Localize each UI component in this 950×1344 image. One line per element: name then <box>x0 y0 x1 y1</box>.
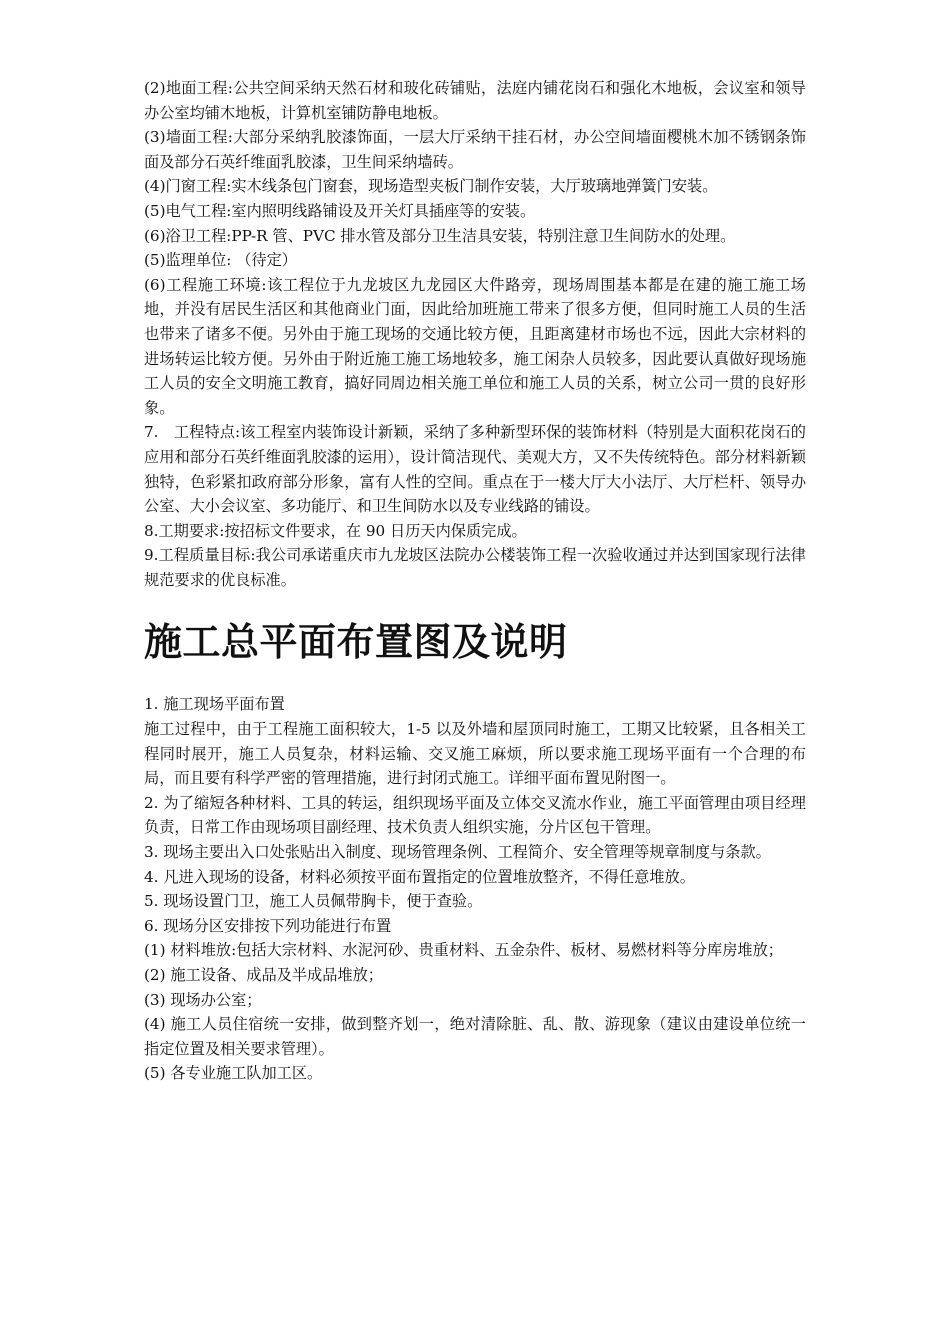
paragraph-quality-target: 9.工程质量目标:我公司承诺重庆市九龙坡区法院办公楼装饰工程一次验收通过并达到国家现行法律规范要求的优良标准。 <box>144 546 806 589</box>
paragraph-project-features: 7. 工程特点:该工程室内装饰设计新颖，采纳了多种新型环保的装饰材料（特别是大面积花岗石的应用和部分石英纤维面乳胶漆的运用），设计简洁现代、美观大方，又不失传统特色。部分材料新颖独特，色彩紧扣政府部分形象，富有人性的空间。重点在于一楼大厅大小法厅、大厅栏杆、领导办公室、大小会议室、多功能厅、和卫生间防水以及专业线路的铺设。 <box>144 423 806 516</box>
paragraph-equipment-stacking: 4. 凡进入现场的设备，材料必须按平面布置指定的位置堆放整齐，不得任意堆放。 <box>144 867 695 886</box>
list-item-site-office: (3) 现场办公室； <box>144 990 262 1009</box>
section-heading: 施工总平面布置图及说明 <box>144 620 568 665</box>
paragraph-electrical-works: (5)电气工程:室内照明线路铺设及开关灯具插座等的安装。 <box>144 201 536 220</box>
paragraph-gatekeeper: 5. 现场设置门卫，施工人员佩带胸卡，便于查验。 <box>144 892 483 911</box>
paragraph-layout-title: 1. 施工现场平面布置 <box>144 695 285 714</box>
paragraph-sanitary-works: (6)浴卫工程:PP-R 管、PVC 排水管及部分卫生洁具安装，特别注意卫生间防水的处理。 <box>144 226 736 245</box>
paragraph-layout-management: 2. 为了缩短各种材料、工具的转运，组织现场平面及立体交叉流水作业，施工平面管理由项目经理负责，日常工作由现场项目副经理、技术负责人组织实施，分片区包干管理。 <box>144 793 806 837</box>
paragraph-floor-works: (2)地面工程:公共空间采纳天然石材和玻化砖铺贴，法庭内铺花岗石和强化木地板，会议室和领导办公室均铺木地板，计算机室铺防静电地板。 <box>144 79 806 122</box>
list-item-equipment-storage: (2) 施工设备、成品及半成品堆放； <box>144 966 383 984</box>
list-item-worker-accommodation: (4) 施工人员住宿统一安排，做到整齐划一，绝对清除脏、乱、散、游现象（建议由建设单位统一指定位置及相关要求管理）。 <box>144 1015 806 1058</box>
paragraph-wall-works: (3)墙面工程:大部分采纳乳胶漆饰面，一层大厅采纳干挂石材，办公空间墙面樱桃木加不锈钢条饰面及部分石英纤维面乳胶漆，卫生间采纳墙砖。 <box>144 128 806 171</box>
section-site-layout <box>144 692 806 1086</box>
paragraph-door-window-works: (4)门窗工程:实木线条包门窗套，现场造型夹板门制作安装，大厅玻璃地弹簧门安装。 <box>144 177 718 196</box>
list-item-processing-area: (5) 各专业施工队加工区。 <box>144 1064 323 1083</box>
paragraph-supervision-unit: (5)监理单位: （待定） <box>144 251 297 270</box>
section-project-overview <box>144 76 806 592</box>
list-item-material-storage: (1) 材料堆放:包括大宗材料、水泥河砂、贵重材料、五金杂件、板材、易燃材料等分库房堆放； <box>144 941 783 960</box>
paragraph-entrance-postings: 3. 现场主要出入口处张贴出入制度、现场管理条例、工程简介、安全管理等规章制度与条款。 <box>144 843 771 862</box>
paragraph-zone-arrangement: 6. 现场分区安排按下列功能进行布置 <box>144 916 392 935</box>
document-page <box>144 76 806 1086</box>
paragraph-schedule-requirement: 8.工期要求:按招标文件要求，在 90 日历天内保质完成。 <box>144 521 527 540</box>
paragraph-construction-environment: (6)工程施工环境:该工程位于九龙坡区九龙园区大件路旁，现场周围基本都是在建的施工施工场地，并没有居民生活区和其他商业门面，因此给加班施工带来了很多方便，但同时施工人员的生活也带来了诸多不便。另外由于施工现场的交通比较方便，且距离建材市场也不远，因此大宗材料的进场转运比较方便。另外由于附近施工施工场地较多，施工闲杂人员较多，因此要认真做好现场施工人员的安全文明施工教育，搞好同周边相关施工单位和施工人员的关系，树立公司一贯的良好形象。 <box>144 275 806 417</box>
paragraph-layout-description: 施工过程中，由于工程施工面积较大，1-5 以及外墙和屋顶同时施工，工期又比较紧，且各相关工程同时展开，施工人员复杂，材料运输、交叉施工麻烦，所以要求施工现场平面有一个合理的布局，而且要有科学严密的管理措施，进行封闭式施工。详细平面布置见附图一。 <box>144 720 806 788</box>
